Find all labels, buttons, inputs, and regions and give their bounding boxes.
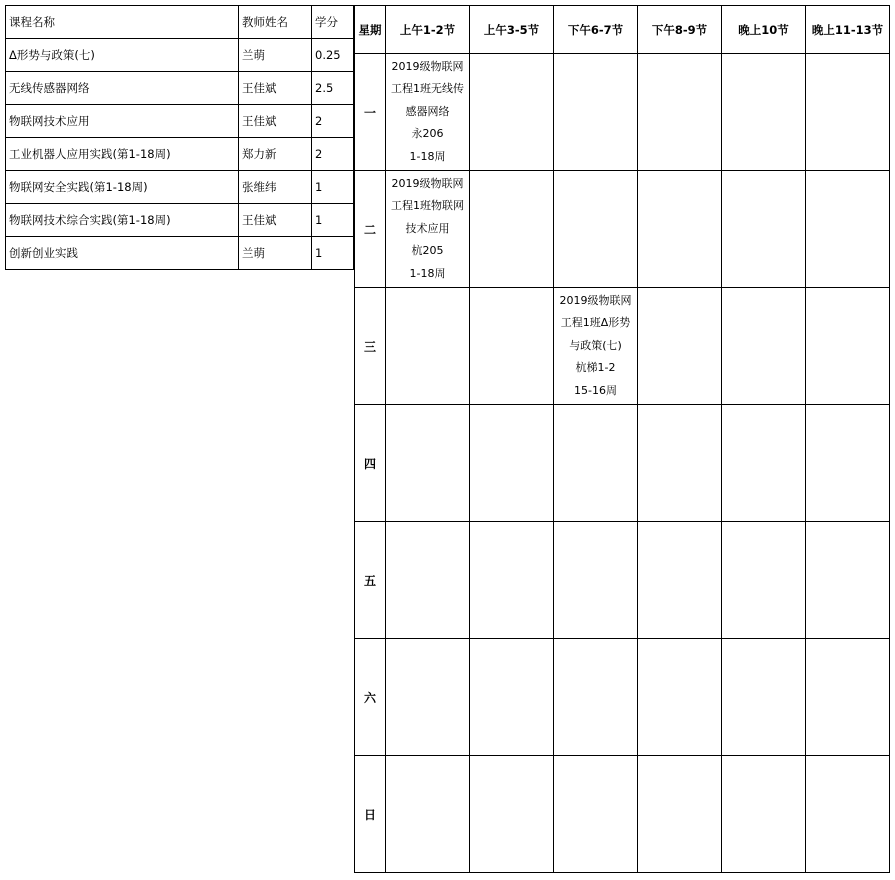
timetable-cell <box>638 639 722 756</box>
timetable-cell <box>386 405 470 522</box>
class-entry-line: 15-16周 <box>574 383 617 397</box>
class-entry-line: 2019级物联网 <box>391 59 464 73</box>
timetable-cell <box>806 288 890 405</box>
teacher-name-cell: 王佳斌 <box>239 105 312 138</box>
teacher-name-cell: 兰萌 <box>239 237 312 270</box>
course-name-cell: 工业机器人应用实践(第1-18周) <box>6 138 239 171</box>
timetable-cell <box>638 522 722 639</box>
timetable-cell <box>722 288 806 405</box>
timetable-cell <box>470 522 554 639</box>
header-slot: 上午3-5节 <box>470 6 554 54</box>
timetable-cell <box>386 171 470 288</box>
class-entry-line: 感器网络 <box>405 104 450 118</box>
day-row <box>355 405 890 522</box>
weekday-label: 日 <box>355 756 386 873</box>
timetable-cell <box>470 405 554 522</box>
course-row <box>6 72 354 105</box>
course-row <box>6 171 354 204</box>
header-teacher-name: 教师姓名 <box>239 6 312 39</box>
course-row <box>6 39 354 72</box>
credit-cell: 1 <box>312 204 354 237</box>
timetable-cell <box>722 522 806 639</box>
timetable-cell <box>806 639 890 756</box>
timetable-cell <box>470 288 554 405</box>
timetable-cell <box>554 288 638 405</box>
timetable-cell <box>806 756 890 873</box>
timetable-cell <box>638 171 722 288</box>
timetable-cell <box>806 54 890 171</box>
day-row <box>355 288 890 405</box>
credit-cell: 2.5 <box>312 72 354 105</box>
timetable-cell <box>806 171 890 288</box>
weekday-label: 四 <box>355 405 386 522</box>
header-slot: 上午1-2节 <box>386 6 470 54</box>
class-entry-line: 技术应用 <box>405 221 450 235</box>
timetable-cell <box>386 522 470 639</box>
timetable-cell <box>722 639 806 756</box>
credit-cell: 1 <box>312 237 354 270</box>
course-name-cell: 无线传感器网络 <box>6 72 239 105</box>
header-course-name: 课程名称 <box>6 6 239 39</box>
class-entry <box>386 56 469 169</box>
timetable-cell <box>470 54 554 171</box>
teacher-name-cell: 兰萌 <box>239 39 312 72</box>
timetable-cell <box>722 171 806 288</box>
course-row <box>6 237 354 270</box>
weekly-timetable <box>354 5 890 873</box>
timetable-cell <box>722 756 806 873</box>
timetable-cell <box>554 405 638 522</box>
weekday-label: 一 <box>355 54 386 171</box>
day-row <box>355 639 890 756</box>
teacher-name-cell: 郑力新 <box>239 138 312 171</box>
timetable-cell <box>554 522 638 639</box>
course-row <box>6 105 354 138</box>
timetable-cell <box>554 756 638 873</box>
credit-cell: 2 <box>312 105 354 138</box>
class-entry-line: 1-18周 <box>409 266 446 280</box>
timetable-cell <box>806 405 890 522</box>
weekday-label: 三 <box>355 288 386 405</box>
course-name-cell: 物联网技术应用 <box>6 105 239 138</box>
timetable-header-row <box>355 6 890 54</box>
class-entry-line: 工程1班无线传 <box>391 82 464 96</box>
course-name-cell: 物联网安全实践(第1-18周) <box>6 171 239 204</box>
timetable-cell <box>722 54 806 171</box>
timetable-cell <box>470 171 554 288</box>
day-row <box>355 171 890 288</box>
course-name-cell: 物联网技术综合实践(第1-18周) <box>6 204 239 237</box>
class-entry-line: 2019级物联网 <box>559 293 632 307</box>
timetable-cell <box>554 639 638 756</box>
timetable-cell <box>638 756 722 873</box>
class-entry-line: 永206 <box>411 127 444 141</box>
timetable-cell <box>638 288 722 405</box>
class-entry-line: 与政策(七) <box>569 338 622 352</box>
day-row <box>355 756 890 873</box>
timetable-cell <box>554 54 638 171</box>
header-weekday: 星期 <box>355 6 386 54</box>
timetable-cell <box>806 522 890 639</box>
timetable-cell <box>722 405 806 522</box>
timetable-cell <box>638 54 722 171</box>
header-slot: 晚上11-13节 <box>806 6 890 54</box>
timetable-cell <box>386 288 470 405</box>
class-entry-line: 工程1班物联网 <box>391 199 464 213</box>
weekday-label: 二 <box>355 171 386 288</box>
class-entry-line: 杭205 <box>411 244 444 258</box>
timetable-cell <box>386 54 470 171</box>
timetable-cell <box>554 171 638 288</box>
timetable-cell <box>638 405 722 522</box>
day-row <box>355 522 890 639</box>
timetable-cell <box>470 756 554 873</box>
class-entry-line: 工程1班Δ形势 <box>560 316 631 330</box>
class-entry <box>554 290 637 403</box>
timetable-cell <box>386 639 470 756</box>
credit-cell: 0.25 <box>312 39 354 72</box>
credit-cell: 2 <box>312 138 354 171</box>
day-row <box>355 54 890 171</box>
course-row <box>6 138 354 171</box>
course-row <box>6 204 354 237</box>
class-entry-line: 2019级物联网 <box>391 176 464 190</box>
class-entry-line: 1-18周 <box>409 149 446 163</box>
class-entry-line: 杭梯1-2 <box>575 361 616 375</box>
header-slot: 下午6-7节 <box>554 6 638 54</box>
header-slot: 晚上10节 <box>722 6 806 54</box>
course-name-cell: Δ形势与政策(七) <box>6 39 239 72</box>
weekday-label: 六 <box>355 639 386 756</box>
timetable-cell <box>386 756 470 873</box>
course-list-table <box>5 5 354 270</box>
teacher-name-cell: 王佳斌 <box>239 204 312 237</box>
course-table-header-row <box>6 6 354 39</box>
weekday-label: 五 <box>355 522 386 639</box>
teacher-name-cell: 张维纬 <box>239 171 312 204</box>
credit-cell: 1 <box>312 171 354 204</box>
teacher-name-cell: 王佳斌 <box>239 72 312 105</box>
timetable-cell <box>470 639 554 756</box>
course-name-cell: 创新创业实践 <box>6 237 239 270</box>
class-entry <box>386 173 469 286</box>
header-credit: 学分 <box>312 6 354 39</box>
header-slot: 下午8-9节 <box>638 6 722 54</box>
